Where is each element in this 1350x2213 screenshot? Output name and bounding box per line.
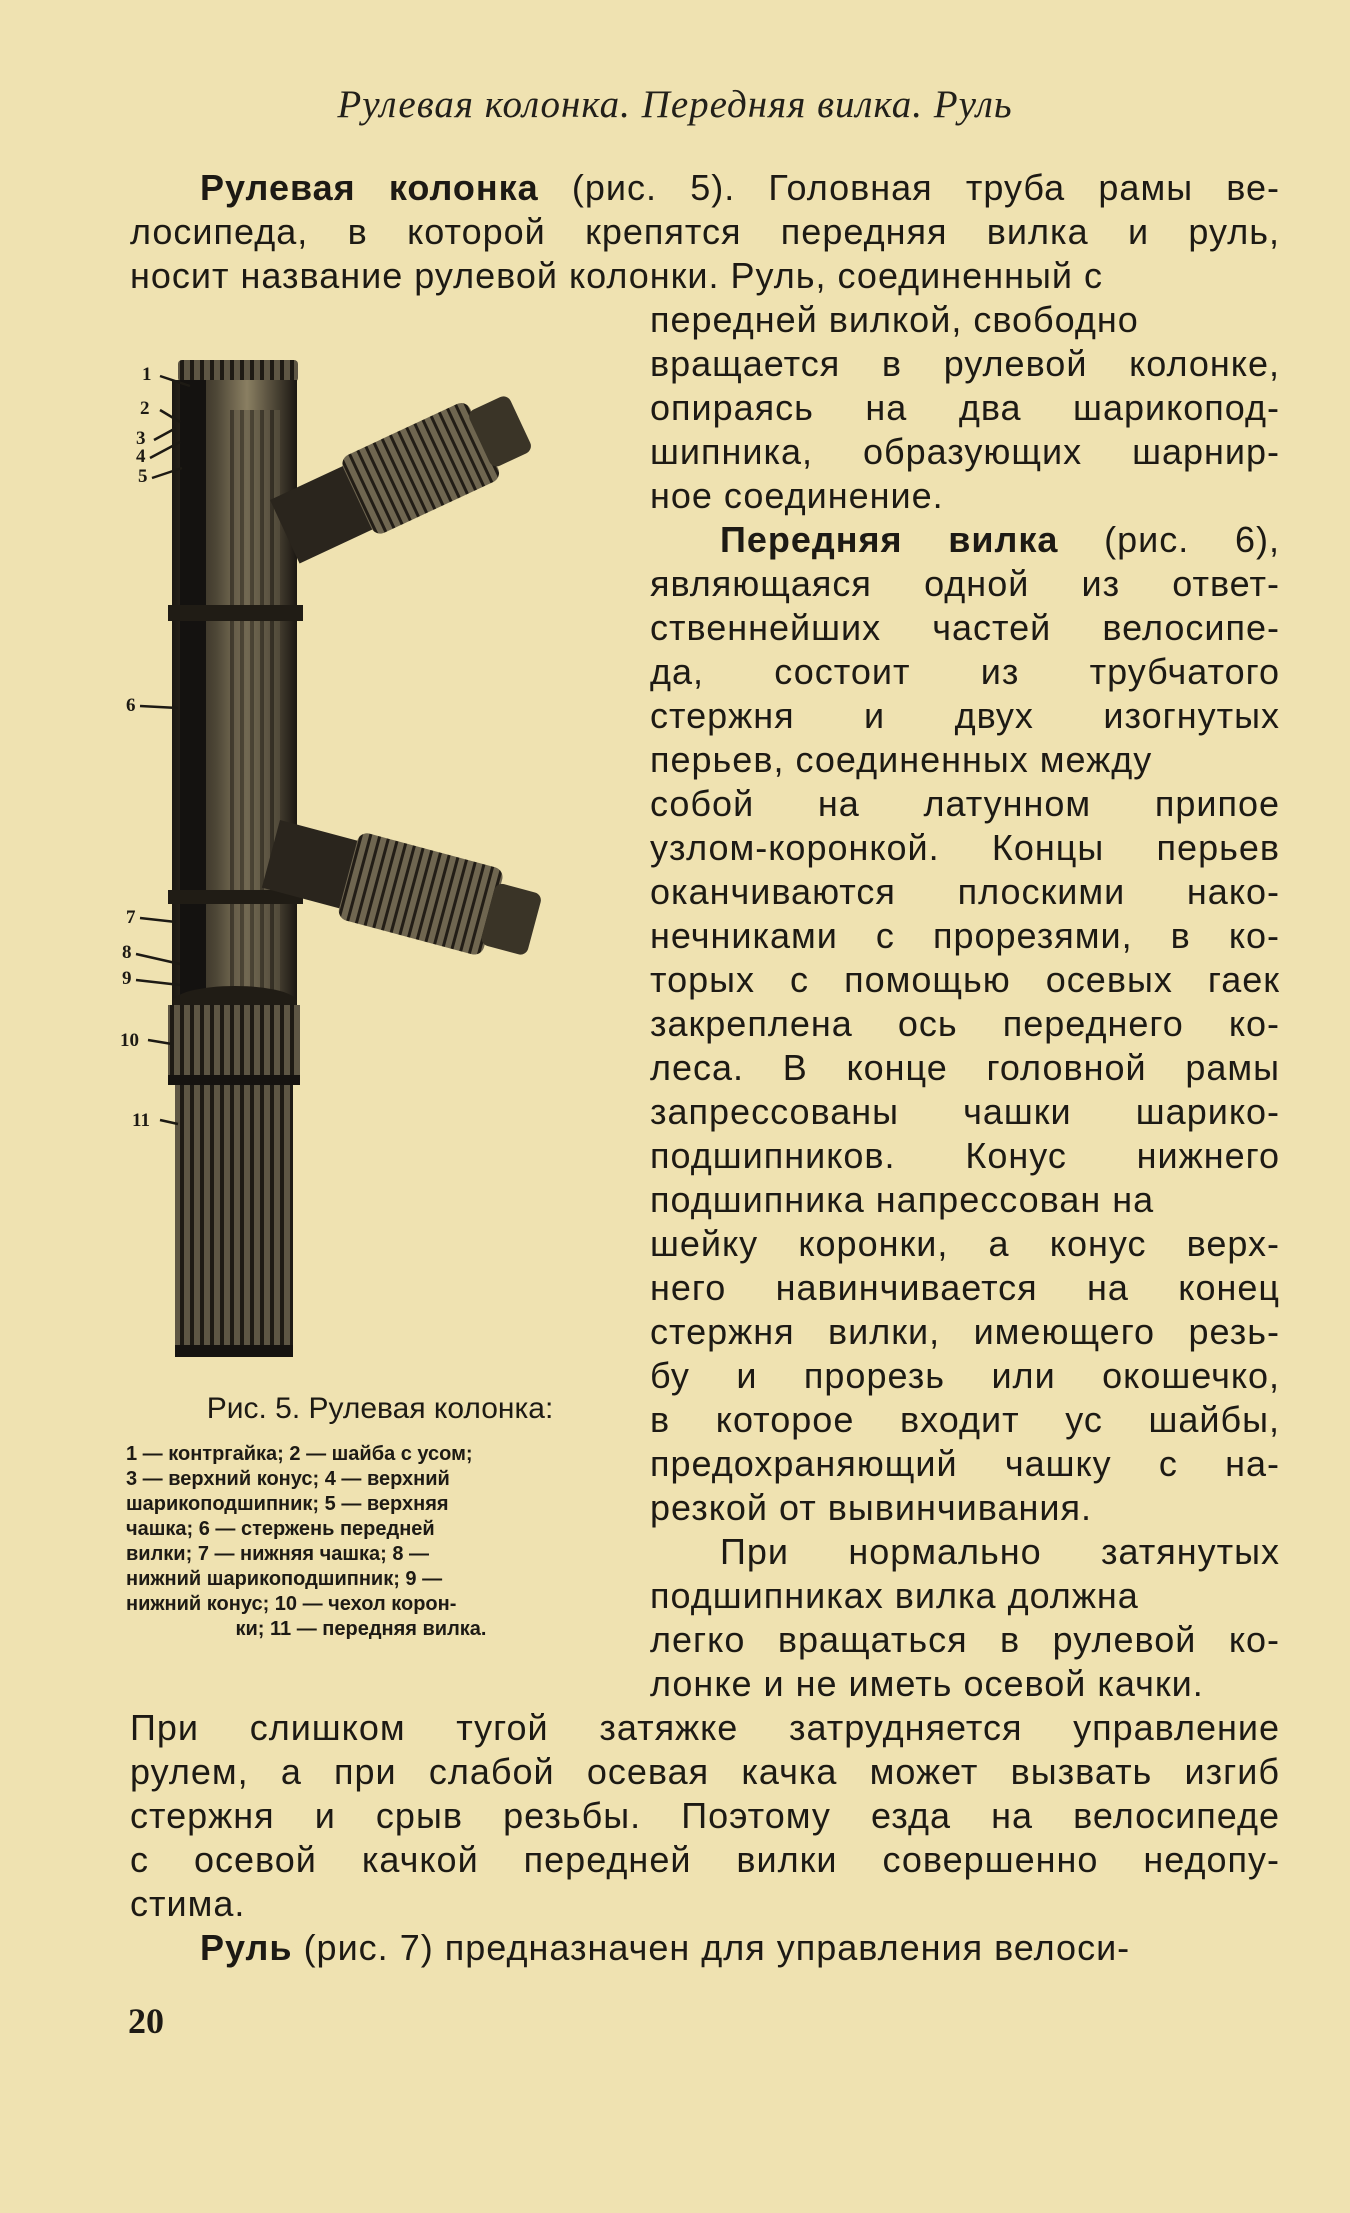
paragraph-line: стержня вилки, имеющего резь- xyxy=(650,1311,1280,1352)
front-fork-shape xyxy=(175,1085,293,1355)
legend-line: 1 — контргайка; 2 — шайба с усом; xyxy=(126,1443,473,1465)
legend-line: нижний шарикоподшипник; 9 — xyxy=(126,1568,443,1590)
paragraph-line: лосипеда, в которой крепятся передняя вилка и руль, xyxy=(130,211,1280,252)
paragraph-line: ственнейших частей велосипе- xyxy=(650,607,1280,648)
callout-number: 8 xyxy=(122,942,132,963)
paragraph-line: оканчиваются плоскими нако- xyxy=(650,871,1280,912)
paragraph-line: предохраняющий чашку с на- xyxy=(650,1443,1280,1484)
paragraph-line: резкой от вывинчивания. xyxy=(650,1487,1092,1528)
paragraph-line: передней вилкой, свободно xyxy=(650,299,1139,340)
paragraph-line: При нормально затянутых xyxy=(720,1531,1280,1572)
paragraph-line: запрессованы чашки шарико- xyxy=(650,1091,1280,1132)
paragraph-line: стержня и срыв резьбы. Поэтому езда на велосипеде xyxy=(130,1795,1280,1836)
paragraph-line: подшипниках вилка должна xyxy=(650,1575,1139,1616)
paragraph-line: узлом-коронкой. Концы перьев xyxy=(650,827,1280,868)
stem-section-shape xyxy=(180,380,206,1040)
paragraph-handlebar xyxy=(130,1926,1280,1970)
term-handlebar: Руль xyxy=(200,1927,293,1968)
legend-line: чашка; 6 — стержень передней xyxy=(126,1518,435,1540)
paragraph-line: перьев, соединенных между xyxy=(650,739,1153,780)
paragraph-line: собой на латунном припое xyxy=(650,783,1280,824)
paragraph-line: шейку коронки, а конус верх- xyxy=(650,1223,1280,1264)
legend-line: 3 — верхний конус; 4 — верхний xyxy=(126,1468,450,1490)
legend-line: вилки; 7 — нижняя чашка; 8 — xyxy=(126,1543,430,1565)
paragraph-adjustment xyxy=(650,1530,1280,1706)
paragraph-line: Руль (рис. 7) предназначен для управления велоси- xyxy=(200,1927,1131,1968)
paragraph-steering-column-cont xyxy=(650,298,1280,518)
paragraph-line: него навинчивается на конец xyxy=(650,1267,1280,1308)
paragraph-line: бу и прорезь или окошечко, xyxy=(650,1355,1280,1396)
paragraph-line: носит название рулевой колонки. Руль, соединенный с xyxy=(130,255,1103,296)
callout-number: 3 xyxy=(136,428,146,449)
upper-handle-arm xyxy=(267,383,539,571)
paragraph-line: закреплена ось переднего ко- xyxy=(650,1003,1280,1044)
paragraph-line: вращается в рулевой колонке, xyxy=(650,343,1280,384)
callout-number: 1 xyxy=(142,364,152,385)
crown-cover-shape xyxy=(168,1005,300,1085)
paragraph-line: Рулевая колонка (рис. 5). Головная труба рамы ве- xyxy=(200,167,1280,208)
paragraph-line: лонке и не иметь осевой качки. xyxy=(650,1663,1204,1704)
paragraph-line: нечниками с прорезями, в ко- xyxy=(650,915,1280,956)
page-number: 20 xyxy=(128,2001,164,2041)
paragraph-line: являющаяся одной из ответ- xyxy=(650,563,1280,604)
callout-number: 4 xyxy=(136,446,146,467)
paragraph-line: стима. xyxy=(130,1883,246,1924)
callout-number: 9 xyxy=(122,968,132,989)
steering-column-illustration xyxy=(120,350,640,1360)
paragraph-line: подшипников. Конус нижнего xyxy=(650,1135,1280,1176)
locknut-shape xyxy=(178,360,298,382)
paragraph-line: Передняя вилка (рис. 6), xyxy=(720,519,1280,560)
paragraph-line: ное соединение. xyxy=(650,475,944,516)
paragraph-adjustment-cont xyxy=(130,1706,1280,1926)
paragraph-line: шипника, образующих шарнир- xyxy=(650,431,1280,472)
paragraph-line: опираясь на два шарикопод- xyxy=(650,387,1280,428)
lower-handle-arm xyxy=(259,810,546,968)
paragraph-line: с осевой качкой передней вилки совершенно недопу- xyxy=(130,1839,1280,1880)
callout-number: 2 xyxy=(140,398,150,419)
paragraph-front-fork xyxy=(650,518,1280,1530)
figure-caption-title: Рис. 5. Рулевая колонка: xyxy=(206,1392,554,1425)
paragraph-line: да, состоит из трубчатого xyxy=(650,651,1280,692)
paragraph-line: рулем, а при слабой осевая качка может вызвать изгиб xyxy=(130,1751,1280,1792)
paragraph-line: стержня и двух изогнутых xyxy=(650,695,1280,736)
legend-line: ки; 11 — передняя вилка. xyxy=(235,1618,487,1640)
paragraph-line: торых с помощью осевых гаек xyxy=(650,959,1280,1000)
paragraph-line: подшипника напрессован на xyxy=(650,1179,1155,1220)
paragraph-line: легко вращаться в рулевой ко- xyxy=(650,1619,1280,1660)
running-head: Рулевая колонка. Передняя вилка. Руль xyxy=(337,83,1013,126)
figure-steering-column xyxy=(120,350,640,1360)
callout-number: 6 xyxy=(126,695,136,716)
paragraph-line: леса. В конце головной рамы xyxy=(650,1047,1280,1088)
callout-number: 11 xyxy=(132,1110,150,1131)
term-steering-column: Рулевая колонка xyxy=(200,167,539,208)
paragraph-line: в которое входит ус шайбы, xyxy=(650,1399,1280,1440)
paragraph-line: При слишком тугой затяжке затрудняется управление xyxy=(130,1707,1280,1748)
callout-number: 7 xyxy=(126,907,136,928)
callout-number: 5 xyxy=(138,466,148,487)
callout-number: 10 xyxy=(120,1030,139,1051)
figure-legend xyxy=(126,1442,596,1642)
paragraph-steering-column xyxy=(130,166,1280,298)
term-front-fork: Передняя вилка xyxy=(720,519,1059,560)
legend-line: нижний конус; 10 — чехол корон- xyxy=(126,1593,457,1615)
legend-line: шарикоподшипник; 5 — верхняя xyxy=(126,1493,449,1515)
